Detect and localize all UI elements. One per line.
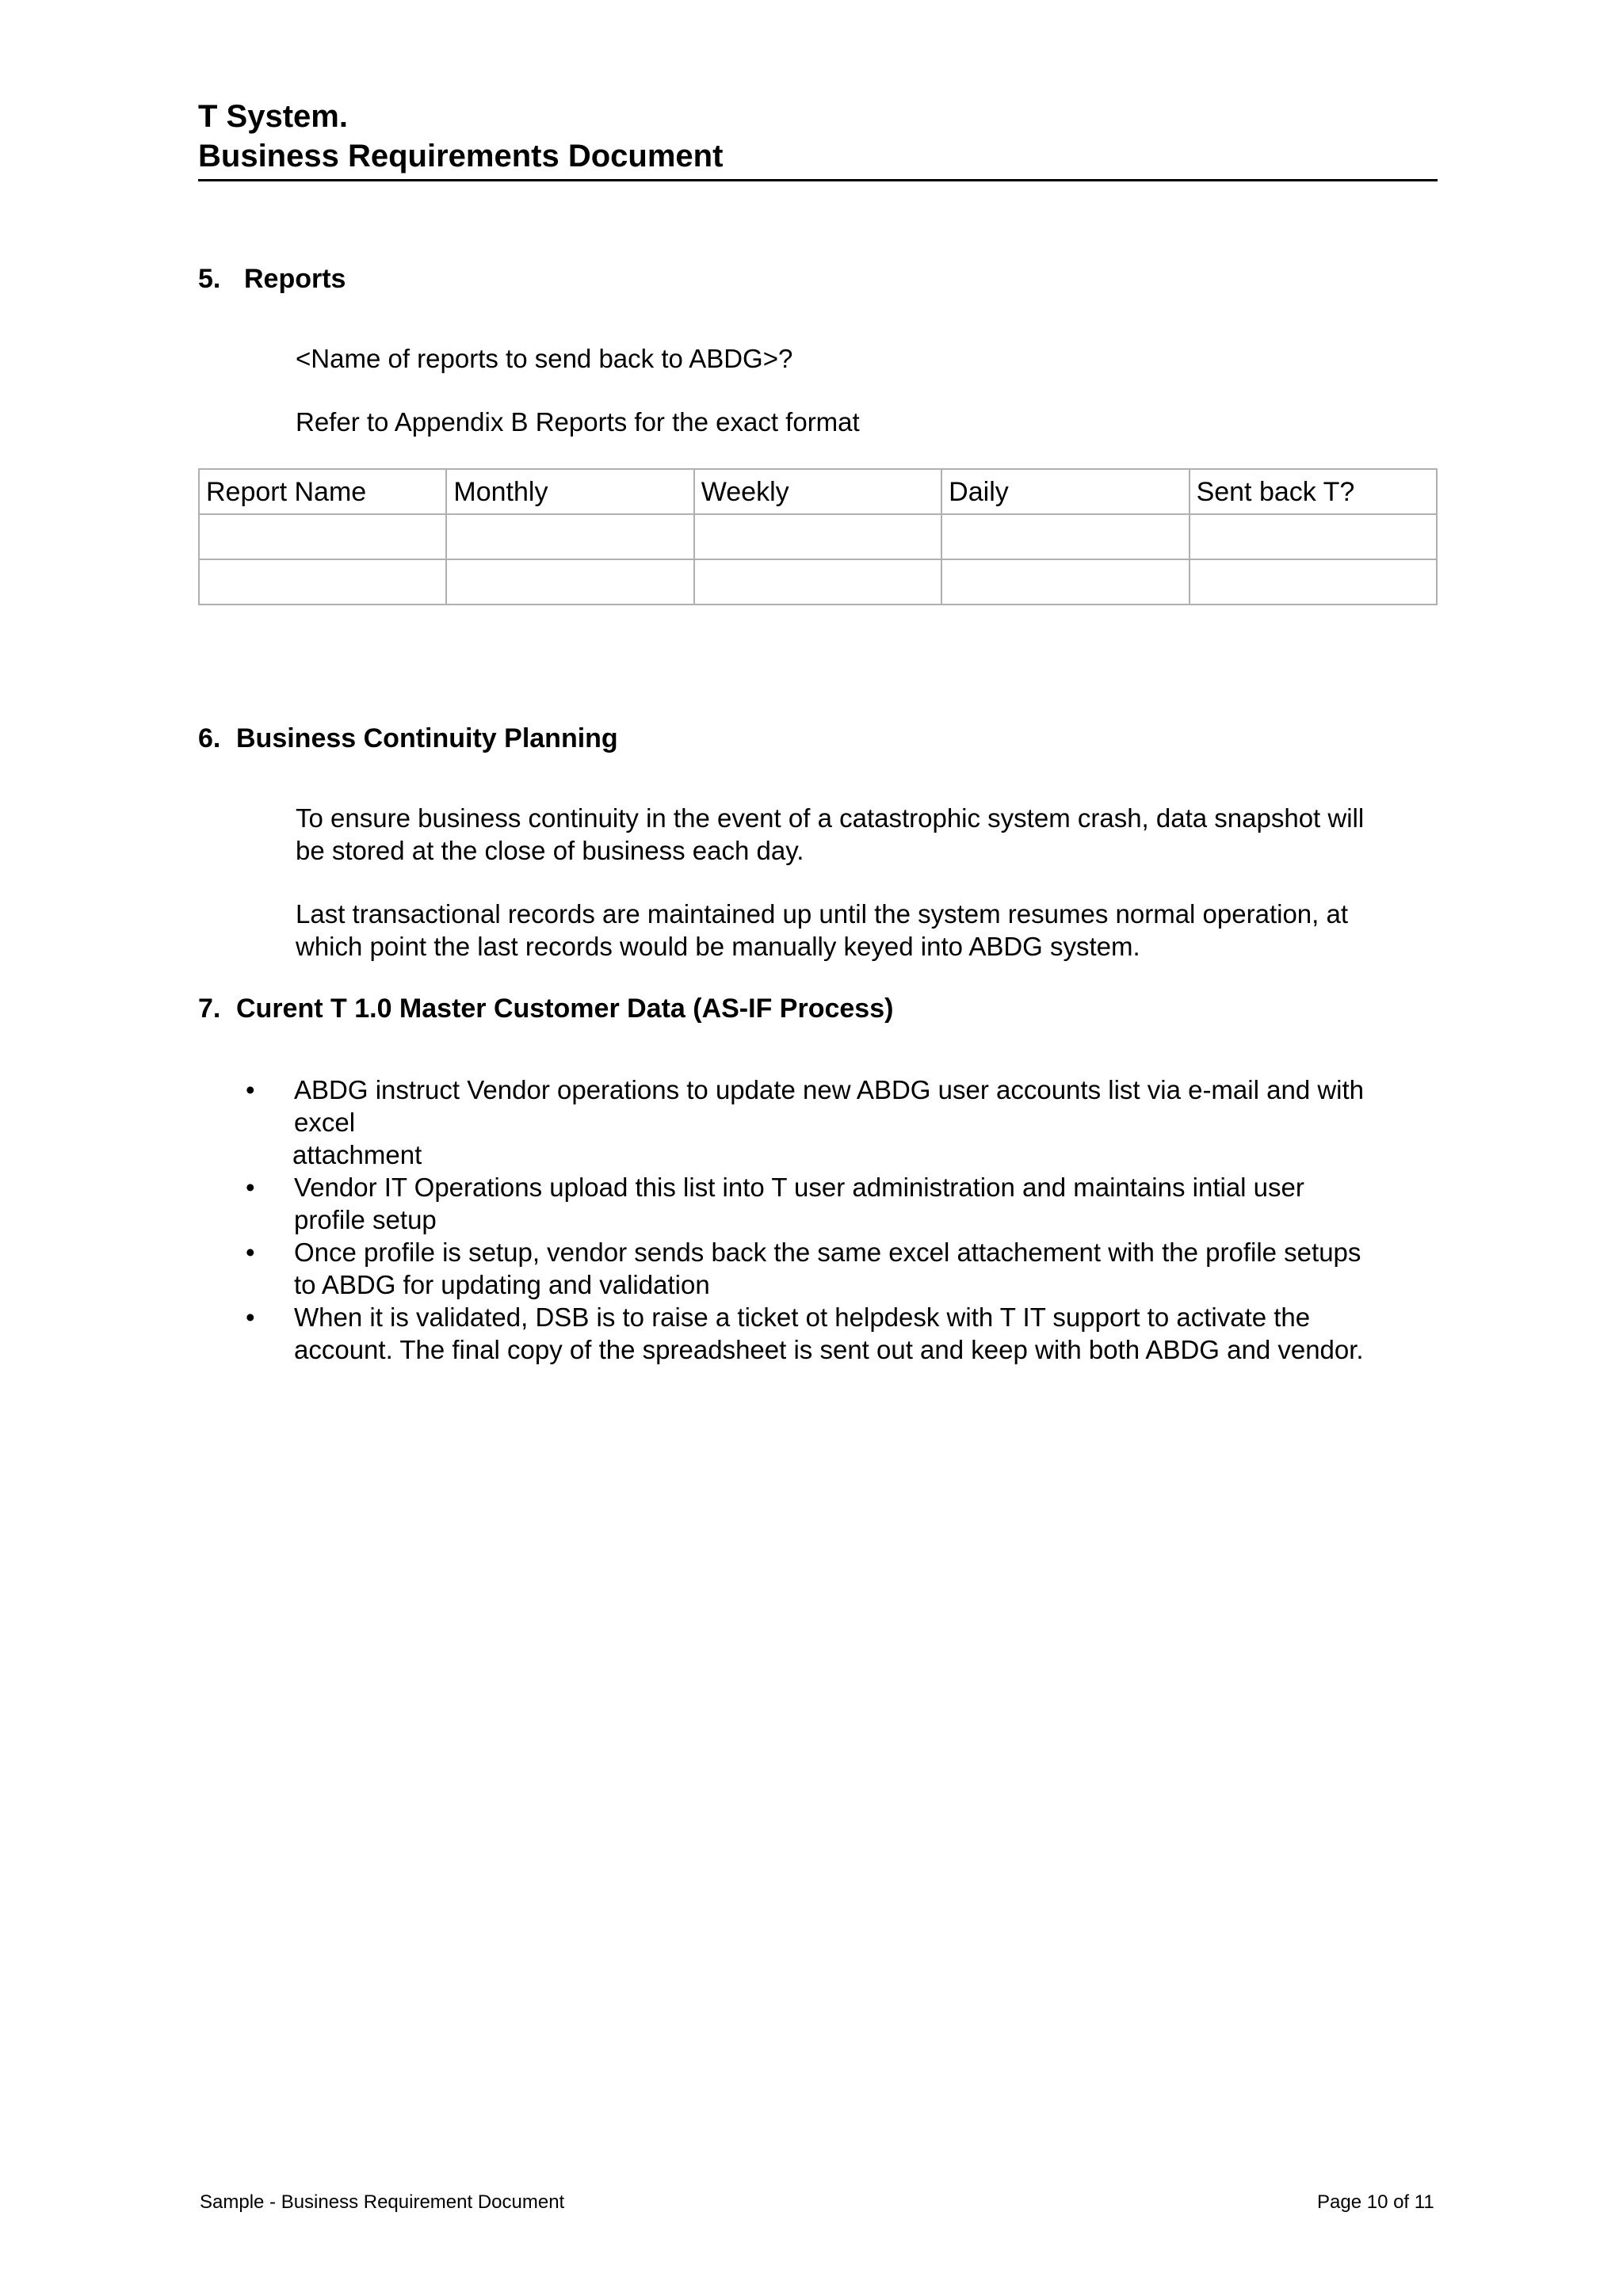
list-item	[198, 1074, 1466, 1171]
section-6-heading	[198, 723, 618, 754]
list-item-line: Once profile is setup, vendor sends back the same excel attachement with the profile setups	[294, 1238, 1361, 1267]
document-header	[198, 97, 1438, 181]
section-5-heading	[198, 263, 346, 295]
section-6-number: 6.	[198, 723, 221, 753]
list-item-line: profile setup	[294, 1205, 437, 1234]
table-cell	[1190, 514, 1437, 559]
table-row	[199, 559, 1437, 605]
table-cell	[199, 559, 446, 605]
footer-page-number: Page 10 of 11	[1317, 2191, 1434, 2213]
bullet-icon: •	[246, 1173, 255, 1202]
header-title-line1: T System.	[198, 99, 348, 134]
bullet-icon: •	[246, 1238, 255, 1267]
list-item	[198, 1236, 1466, 1301]
table-cell	[1190, 559, 1437, 605]
list-item	[198, 1301, 1466, 1366]
table-cell	[941, 559, 1189, 605]
table-cell	[199, 514, 446, 559]
table-header-row	[199, 469, 1437, 514]
table-cell	[694, 514, 941, 559]
table-cell	[941, 514, 1189, 559]
list-item-line: attachment	[292, 1140, 422, 1169]
section-5-para-2: Refer to Appendix B Reports for the exact format	[296, 407, 860, 437]
section-7-number: 7.	[198, 994, 221, 1024]
bullet-icon: •	[246, 1075, 255, 1104]
list-item	[198, 1171, 1466, 1236]
section-5-title: Reports	[244, 264, 346, 294]
reports-table	[198, 468, 1438, 605]
section-5-para-1: <Name of reports to send back to ABDG>?	[296, 344, 793, 373]
section-6-para-1-line-1: To ensure business continuity in the event of a catastrophic system crash, data snapshot will	[296, 803, 1365, 833]
table-header-cell: Weekly	[694, 469, 941, 514]
table-header-cell: Report Name	[199, 469, 446, 514]
table-header-cell: Sent back T?	[1190, 469, 1437, 514]
table-header-cell: Daily	[941, 469, 1189, 514]
table-cell	[694, 559, 941, 605]
table-cell	[446, 514, 693, 559]
section-6-para-1	[296, 802, 1437, 867]
section-6-para-2	[296, 898, 1437, 963]
section-6-para-2-line-1: Last transactional records are maintained up until the system resumes normal operation, at	[296, 899, 1349, 929]
table-cell	[446, 559, 693, 605]
section-7-heading	[198, 993, 893, 1024]
section-6-para-1-line-2: be stored at the close of business each day.	[296, 836, 804, 865]
bullet-icon: •	[246, 1302, 255, 1332]
list-item-line: to ABDG for updating and validation	[294, 1270, 710, 1299]
header-title-line2: Business Requirements Document	[198, 139, 724, 174]
list-item-line: When it is validated, DSB is to raise a ticket ot helpdesk with T IT support to activate the	[294, 1302, 1311, 1332]
section-6-para-2-line-2: which point the last records would be manually keyed into ABDG system.	[296, 932, 1140, 961]
footer-left: Sample - Business Requirement Document	[200, 2191, 565, 2213]
list-item-line: excel	[294, 1108, 356, 1137]
list-item-line: account. The final copy of the spreadsheet is sent out and keep with both ABDG and vendor.	[294, 1335, 1364, 1364]
list-item-line: ABDG instruct Vendor operations to update new ABDG user accounts list via e-mail and with	[294, 1075, 1365, 1104]
list-item-line: Vendor IT Operations upload this list into T user administration and maintains intial user	[294, 1173, 1304, 1202]
table-header-cell: Monthly	[446, 469, 693, 514]
table-row	[199, 514, 1437, 559]
section-7-bullet-list	[198, 1074, 1466, 1366]
section-5-number: 5.	[198, 264, 221, 294]
section-6-title: Business Continuity Planning	[236, 723, 618, 753]
section-7-title: Curent T 1.0 Master Customer Data (AS-IF Process)	[236, 994, 894, 1024]
